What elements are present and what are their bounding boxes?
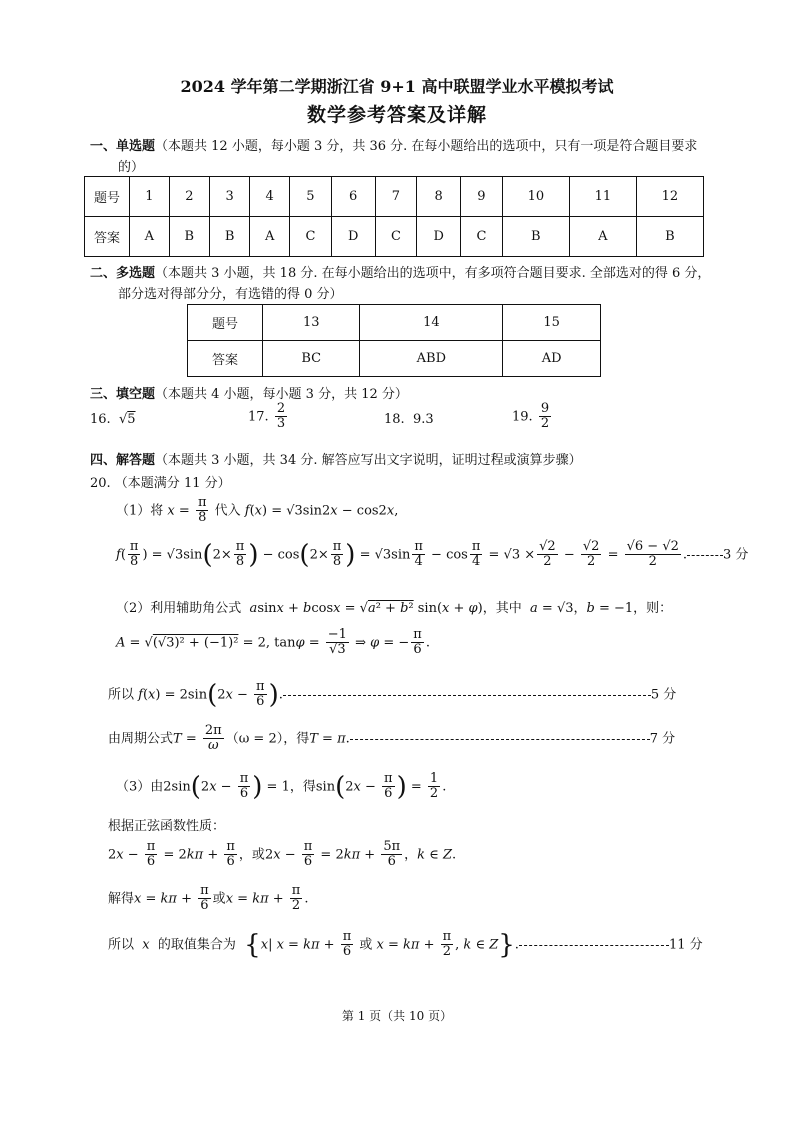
- section-3-label: 三、填空题: [90, 387, 156, 402]
- section-3-desc: （本题共 4 小题，每小题 3 分，共 12 分）: [155, 387, 408, 402]
- q-num: 10: [502, 177, 569, 217]
- table-row: [188, 305, 601, 341]
- section-1-desc: （本题共 12 小题，每小题 3 分，共 36 分. 在每小题给出的选项中，只有一项是符合题目要求: [155, 139, 698, 154]
- row-header: 题号: [85, 177, 130, 217]
- answer-cell: AD: [503, 341, 601, 377]
- q17-label: 17.: [248, 409, 269, 425]
- row-header: 答案: [188, 341, 263, 377]
- answer-cell: A: [569, 217, 636, 257]
- q-num: 4: [250, 177, 290, 217]
- answer-cell: C: [290, 217, 332, 257]
- section-2-desc: （本题共 3 小题，共 18 分. 在每小题给出的选项中，有多项符合题目要求. 全部选对的得 6 分，: [155, 266, 711, 281]
- math: f: [244, 503, 250, 519]
- answer-19: [512, 402, 553, 432]
- section-2-desc-cont: 部分选对得部分分，有选错的得 0 分）: [118, 287, 343, 302]
- answer-cell: B: [636, 217, 703, 257]
- multi-choice-table: [187, 304, 601, 377]
- q16-label: 16.: [90, 412, 111, 427]
- score-5: 5 分: [650, 687, 677, 703]
- q18-label: 18.: [384, 412, 405, 427]
- part-1-intro: （1）将 x = $\frac{\pi}{8}$ 代入 f(x) = √3sin2x − cos2x,: [116, 495, 399, 526]
- fraction: $\frac{\pi}{8}$: [197, 495, 207, 526]
- section-3-heading: [90, 383, 408, 402]
- single-choice-table: [84, 176, 704, 257]
- part-3-text: （3）由: [116, 779, 164, 795]
- so-f-line: 所以 f(x) = 2sin(2x − $\frac{\pi}{6}$ ). 5 分: [108, 679, 677, 710]
- part-2-then: ，则：: [633, 601, 673, 616]
- answer-cell: BC: [263, 341, 360, 377]
- solve-text: 解得: [108, 891, 135, 907]
- answer-cell: C: [375, 217, 417, 257]
- section-4-heading: [90, 449, 582, 468]
- substitute-text: 代入: [214, 503, 241, 519]
- answer-cell: B: [169, 217, 209, 257]
- answer-cell: D: [331, 217, 375, 257]
- basis-text: 根据正弦函数性质：: [108, 819, 226, 834]
- q-num: 1: [130, 177, 170, 217]
- or-text: ，或: [238, 847, 265, 863]
- q-num: 15: [503, 305, 601, 341]
- part-1-text: （1）将: [116, 503, 164, 519]
- score-3: 3 分: [723, 547, 749, 563]
- fraction: $\frac{9}{2}$: [540, 401, 550, 432]
- answer-cell: A: [250, 217, 290, 257]
- problem-20-heading: 20. （本题满分 11 分）: [90, 476, 231, 491]
- answer-17: [248, 402, 289, 432]
- a18-value: 9.3: [412, 412, 434, 427]
- part-2-mid: ，其中: [482, 601, 522, 616]
- section-2-heading: [90, 262, 710, 281]
- section-4-desc: （本题共 3 小题，共 34 分. 解答应写出文字说明，证明过程或演算步骤）: [155, 453, 582, 468]
- score-11: 11 分: [668, 937, 703, 953]
- q-num: 11: [569, 177, 636, 217]
- part-2-calc: A = √(√3)² + (−1)² = 2, tanφ = $\frac{-1}{√3}$ ⇒ φ = − $\frac{\pi}{6}$ .: [116, 627, 430, 658]
- table-row: [85, 217, 704, 257]
- table-row: [85, 177, 704, 217]
- q-num: 14: [360, 305, 503, 341]
- q-num: 9: [461, 177, 503, 217]
- q-num: 8: [417, 177, 461, 217]
- part-2-intro: （2）利用辅助角公式 asinx + bcosx = √a² + b² sin(x + φ)，其中 a = √3，b = −1，则：: [116, 601, 673, 616]
- q-num: 6: [331, 177, 375, 217]
- q-num: 12: [636, 177, 703, 217]
- part-3-get: ，得: [289, 779, 316, 795]
- score-7: 7 分: [649, 731, 676, 747]
- answer-title: 数学参考答案及详解: [306, 104, 487, 126]
- q-num: 2: [169, 177, 209, 217]
- or2-text: 或: [212, 891, 226, 907]
- period-line: 由周期公式T = $\frac{2\pi}{\omega}$ （ω = 2），得T = π. 7 分: [108, 723, 676, 754]
- answer-cell: C: [461, 217, 503, 257]
- answer-18: [384, 412, 434, 427]
- q-num: 3: [210, 177, 250, 217]
- omega-text: （ω = 2），得: [225, 731, 310, 747]
- final-intro: 所以: [108, 937, 135, 953]
- solutions-line: 2x − $\frac{\pi}{6}$ = 2kπ + $\frac{\pi}{6}$ ，或2x − $\frac{\pi}{6}$ = 2kπ + $\frac{5\pi}{6}$ ，k ∈ Z.: [108, 839, 457, 870]
- part-3-line: （3）由2sin(2x − $\frac{\pi}{6}$ ) = 1，得sin(2x − $\frac{\pi}{6}$ ) = $\frac{1}{2}$ .: [116, 771, 447, 802]
- answer-cell: ABD: [360, 341, 503, 377]
- q19-label: 19.: [512, 409, 533, 425]
- q-num: 5: [290, 177, 332, 217]
- section-1-label: 一、单选题: [90, 139, 156, 154]
- section-2-label: 二、多选题: [90, 266, 156, 281]
- q-num: 13: [263, 305, 360, 341]
- answer-cell: A: [130, 217, 170, 257]
- period-text: 由周期公式: [108, 731, 174, 747]
- exam-title: 2024 学年第二学期浙江省 9+1 高中联盟学业水平模拟考试: [180, 77, 614, 96]
- final-line: 所以 x 的取值集合为 {x| x = kπ + $\frac{\pi}{6}$ 或 x = kπ + $\frac{\pi}{2}$ , k ∈ Z}. 11 分: [108, 929, 703, 960]
- answer-16: [90, 412, 136, 427]
- final-mid: 的取值集合为: [157, 937, 236, 953]
- so-text: 所以: [108, 687, 135, 703]
- part-2-text: （2）利用辅助角公式: [116, 601, 242, 616]
- section-1-desc-cont: 的）: [118, 160, 145, 175]
- solve-line: 解得x = kπ + $\frac{\pi}{6}$ 或x = kπ + $\frac{\pi}{2}$ .: [108, 883, 309, 914]
- math: x: [167, 503, 175, 519]
- sqrt5: √5: [118, 412, 136, 427]
- table-row: [188, 341, 601, 377]
- part-1-calc: f( $\frac{\pi}{8}$ ) = √3sin(2× $\frac{\pi}{8}$ ) − cos(2× $\frac{\pi}{8}$ ) = √3sin $\frac{\pi}{4}$ − cos $\frac{\pi}{4}$ = √3 × $\frac{√2}{2}$ − $\frac{√2}{2}$ = $\frac{√6 - √2}{2}$ . 3 分: [116, 539, 749, 570]
- fraction: $\frac{2}{3}$: [276, 401, 286, 432]
- page-number: 第 1 页（共 10 页）: [341, 1009, 453, 1023]
- answer-cell: D: [417, 217, 461, 257]
- q-num: 7: [375, 177, 417, 217]
- row-header: 题号: [188, 305, 263, 341]
- answer-cell: B: [502, 217, 569, 257]
- row-header: 答案: [85, 217, 130, 257]
- section-1-heading: [90, 135, 697, 154]
- section-4-label: 四、解答题: [90, 453, 156, 468]
- answer-cell: B: [210, 217, 250, 257]
